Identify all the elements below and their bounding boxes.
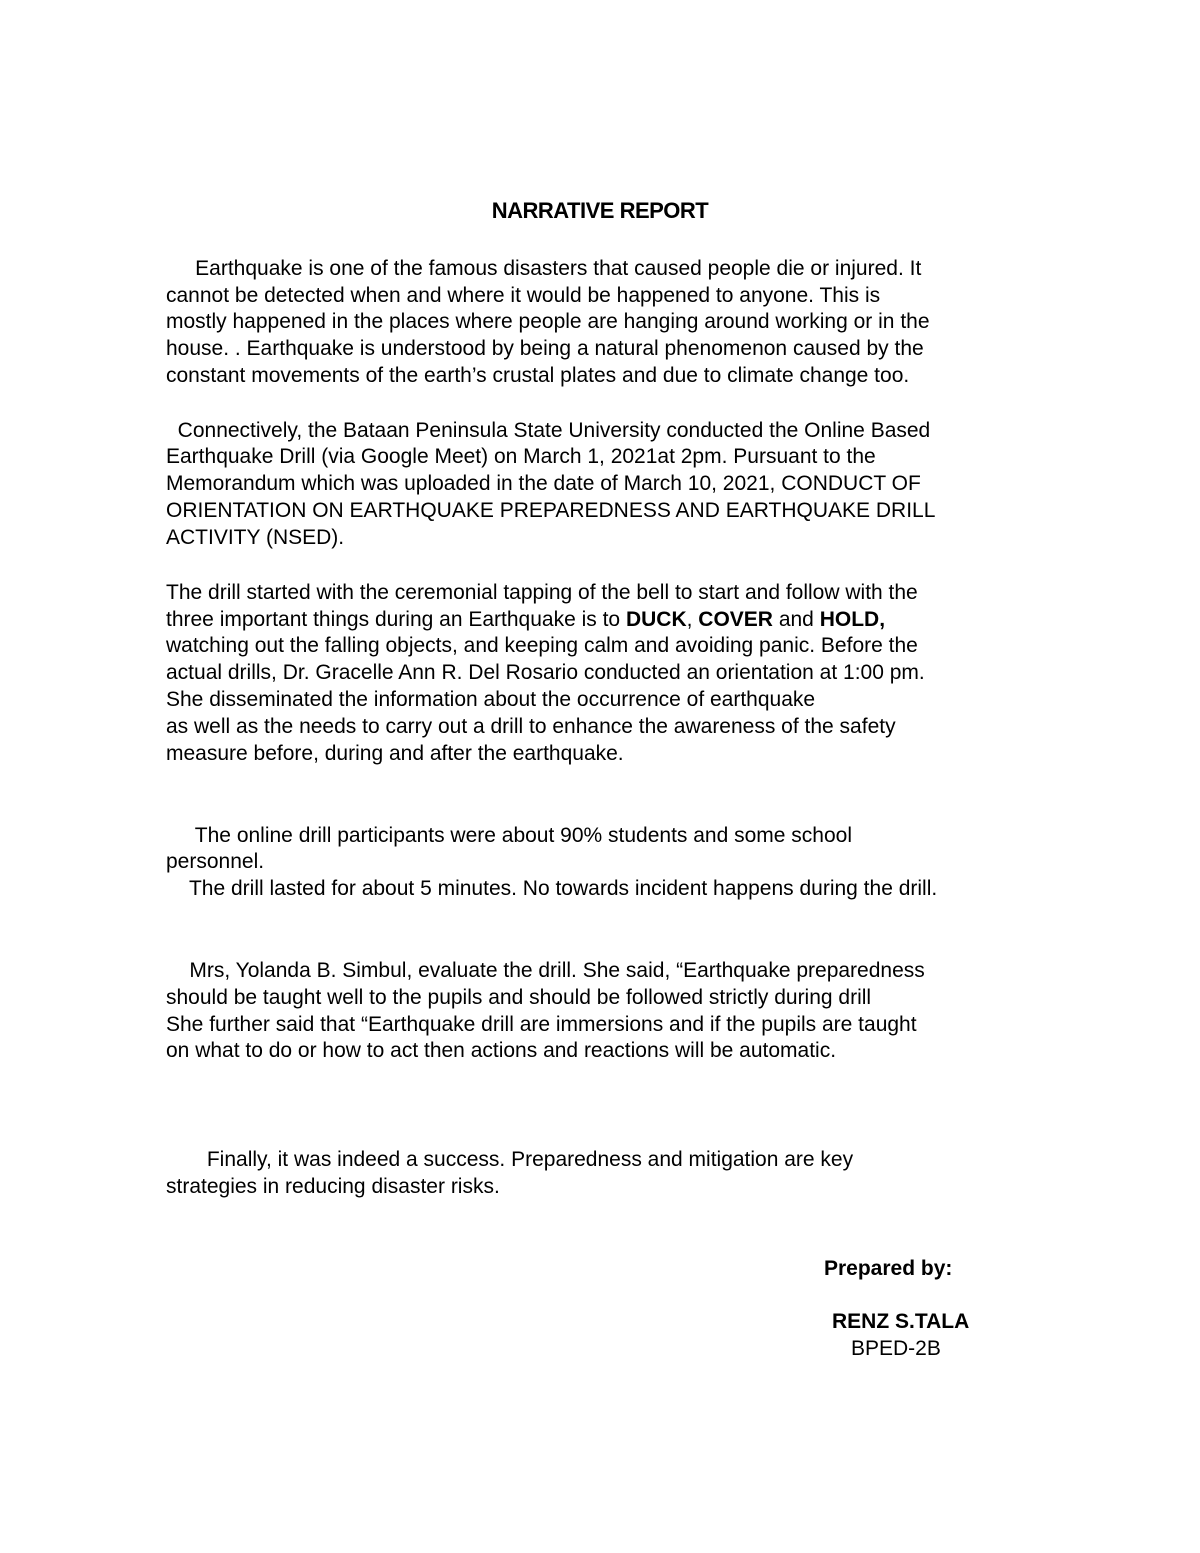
paragraph-5-line: on what to do or how to act then actions and reactions will be automatic. — [166, 1039, 837, 1062]
prepared-by-label: Prepared by: — [824, 1257, 953, 1280]
duck-keyword: DUCK — [625, 608, 687, 631]
paragraph-3-line: measure before, during and after the earthquake. — [166, 742, 624, 765]
page-title: NARRATIVE REPORT — [491, 198, 709, 223]
paragraph-2-line: Earthquake Drill (via Google Meet) on March 1, 2021at 2pm. Pursuant to the — [166, 445, 876, 468]
paragraph-3-line: The drill started with the ceremonial tapping of the bell to start and follow with the — [166, 581, 918, 604]
paragraph-3-line: as well as the needs to carry out a drill to enhance the awareness of the safety — [166, 715, 896, 738]
paragraph-5-line: should be taught well to the pupils and should be followed strictly during drill — [166, 986, 872, 1009]
author-section: BPED-2B — [851, 1337, 941, 1360]
paragraph-1-line: house. . Earthquake is understood by being a natural phenomenon caused by the — [166, 337, 924, 360]
paragraph-1-line: Earthquake is one of the famous disasters that caused people die or injured. It — [166, 257, 922, 280]
paragraph-3-line-emphasis — [166, 606, 885, 633]
paragraph-3-line: She disseminated the information about the occurrence of earthquake — [166, 688, 816, 711]
paragraph-2-line: ACTIVITY (NSED). — [166, 526, 345, 549]
paragraph-4-line: personnel. — [166, 850, 265, 873]
paragraph-2-line: Memorandum which was uploaded in the date of March 10, 2021, CONDUCT OF — [166, 472, 921, 495]
paragraph-4-line: The online drill participants were about 90% students and some school — [166, 824, 853, 847]
paragraph-1-line: constant movements of the earth’s crustal plates and due to climate change too. — [166, 364, 910, 387]
and-separator: and — [772, 608, 820, 631]
comma-separator: , — [686, 608, 699, 631]
paragraph-6-line: Finally, it was indeed a success. Preparedness and mitigation are key — [166, 1148, 854, 1171]
cover-keyword: COVER — [698, 608, 773, 631]
paragraph-2-line: Connectively, the Bataan Peninsula State University conducted the Online Based — [166, 419, 931, 442]
paragraph-3-line: actual drills, Dr. Gracelle Ann R. Del Rosario conducted an orientation at 1:00 pm. — [166, 661, 925, 684]
paragraph-5-line: Mrs, Yolanda B. Simbul, evaluate the drill. She said, “Earthquake preparedness — [166, 959, 925, 982]
paragraph-3-prefix: three important things during an Earthquake is to — [166, 608, 626, 631]
paragraph-4-line: The drill lasted for about 5 minutes. No towards incident happens during the drill. — [166, 877, 938, 900]
paragraph-1-line: mostly happened in the places where people are hanging around working or in the — [166, 310, 930, 333]
paragraph-2-line: ORIENTATION ON EARTHQUAKE PREPAREDNESS AND EARTHQUAKE DRILL — [166, 499, 936, 522]
paragraph-3-line: watching out the falling objects, and keeping calm and avoiding panic. Before the — [166, 634, 918, 657]
hold-keyword: HOLD, — [819, 608, 886, 631]
paragraph-6-line: strategies in reducing disaster risks. — [166, 1175, 500, 1198]
paragraph-5-line: She further said that “Earthquake drill are immersions and if the pupils are taught — [166, 1013, 917, 1036]
author-name: RENZ S.TALA — [832, 1310, 970, 1333]
paragraph-1-line: cannot be detected when and where it would be happened to anyone. This is — [166, 284, 881, 307]
